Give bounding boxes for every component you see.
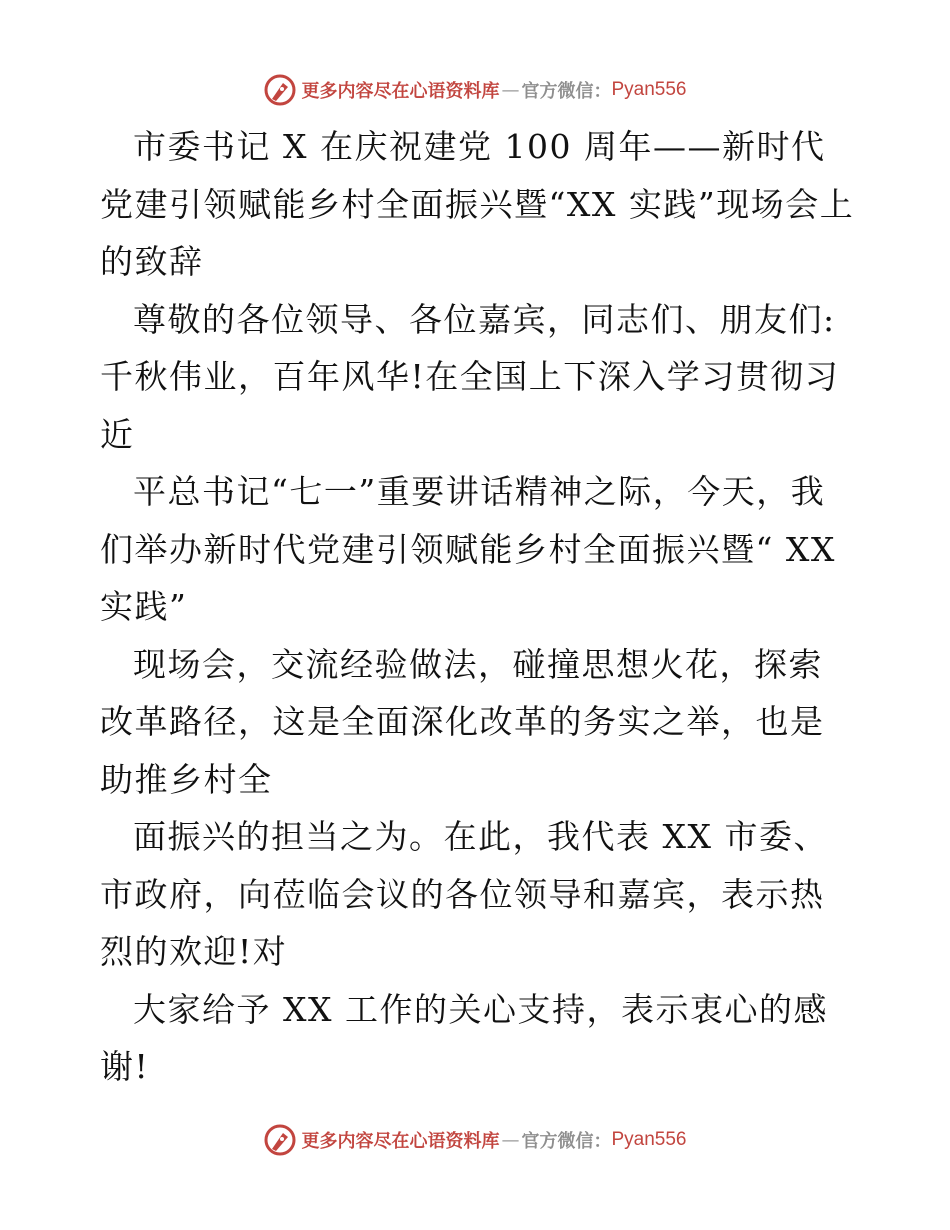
paragraph-welcome: 面振兴的担当之为。在此，我代表 XX 市委、市政府，向莅临会议的各位领导和嘉宾，表示热烈的欢迎!对: [100, 817, 828, 971]
footer-watermark-banner: [0, 1120, 950, 1160]
banner-dash: —: [501, 79, 520, 101]
paragraph-purpose: 现场会，交流经验做法，碰撞思想火花，探索改革路径，这是全面深化改革的务实之举，也是助推乡村全: [100, 644, 825, 799]
pen-nib-logo-icon: [263, 1123, 297, 1157]
banner-promo-text: 更多内容尽在心语资料库: [301, 1131, 500, 1152]
banner-promo-text: 更多内容尽在心语资料库: [301, 81, 500, 102]
paragraph-greeting: 尊敬的各位领导、各位嘉宾，同志们、朋友们: 千秋伟业，百年风华!在全国上下深入学习贯彻习近: [100, 299, 840, 454]
header-watermark-banner: [0, 70, 950, 110]
paragraph-occasion: 平总书记“七一”重要讲话精神之际，今天，我们举办新时代党建引领赋能乡村全面振兴暨“ XX 实践”: [100, 472, 836, 626]
pen-nib-logo-icon: [263, 73, 297, 107]
banner-wechat-label: 官方微信：: [521, 1131, 612, 1152]
banner-dash: —: [501, 1129, 520, 1151]
document-title: 市委书记 X 在庆祝建党 100 周年——新时代党建引领赋能乡村全面振兴暨“XX 实践”现场会上的致辞: [100, 127, 855, 281]
paragraph-thanks: 大家给予 XX 工作的关心支持，表示衷心的感谢!: [100, 989, 828, 1086]
document-body: [100, 118, 856, 1096]
banner-wechat-id: Pyan556: [611, 79, 687, 100]
banner-wechat-id: Pyan556: [611, 1129, 687, 1150]
banner-wechat-label: 官方微信：: [521, 81, 612, 102]
